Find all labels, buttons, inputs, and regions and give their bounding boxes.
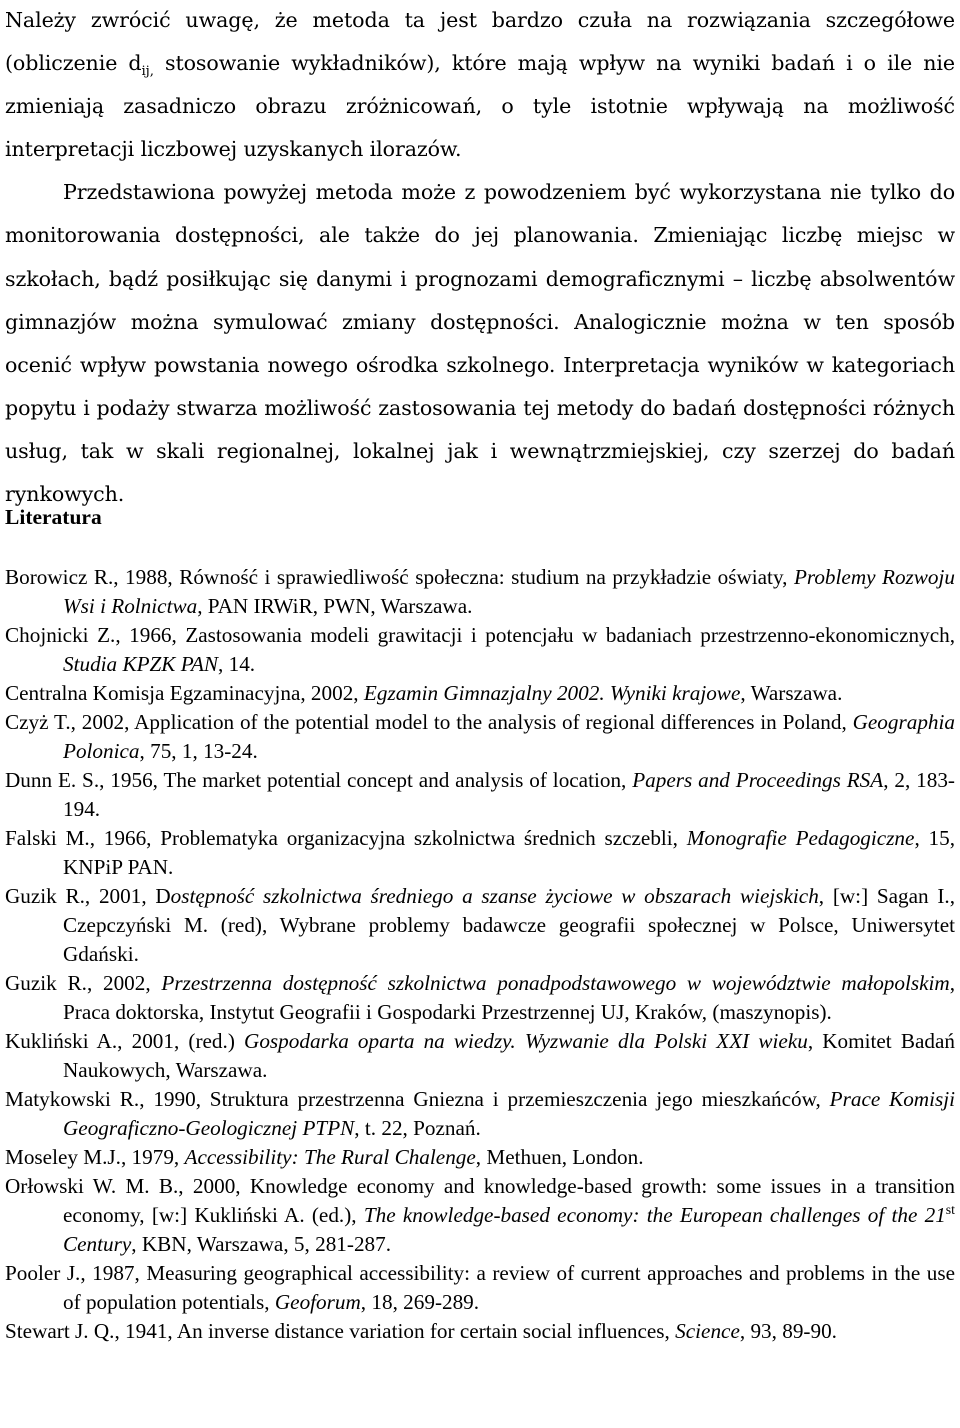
ref-source-title: Geographia Polonica: [63, 710, 955, 763]
ref-text: Kukliński A., 2001, (red.): [5, 1029, 245, 1053]
reference-pooler-1987: [5, 1259, 955, 1317]
paragraph-method-planning: Przedstawiona powyżej metoda może z powodzeniem być wykorzystana nie tylko do monitorowania dostępności, ale także do jej planowania. Zmieniając liczbę miejsc w szkołach, bądź posiłkując się danymi i prognozami demograficznymi – liczbę absolwentów gimnazjów można symulować zmiany dostępności. Analogicznie można w ten sposób ocenić wpływ powstania nowego ośrodka szkolnego. Interpretacja wyników w kategoriach popytu i podaży stwarza możliwość zastosowania tej metody do badań dostępności różnych usług, tak w skali regionalnej, lokalnej jak i wewnątrzmiejskiej, czy szerzej do badań rynkowych.: [5, 180, 955, 507]
ref-details: , Praca doktorska, Instytut Geografii i Gospodarki Przestrzennej UJ, Kraków, (maszynopis).: [63, 971, 955, 1024]
ref-details: , 2, 183-194.: [63, 768, 955, 821]
reference-list: [5, 563, 955, 1346]
paragraph-method-sensitivity: [5, 0, 955, 171]
reference-borowicz-1988: [5, 563, 955, 621]
ref-text: Matykowski R., 1990, Struktura przestrzenna Gniezna i przemieszczenia jego mieszkańców,: [5, 1087, 830, 1111]
reference-orlowski-2000: [5, 1172, 955, 1259]
ref-details: , [w:] Sagan I., Czepczyński M. (red), Wybrane problemy badawcze geografii społecznej w Polsce, Uniwersytet Gdański.: [63, 884, 956, 966]
reference-stewart-1941: [5, 1317, 955, 1346]
ref-details: , 75, 1, 13-24.: [139, 739, 258, 763]
ref-source-title: Przestrzenna dostępność szkolnictwa ponadpodstawowego w województwie małopolskim: [161, 971, 950, 995]
ref-source-title: Papers and Proceedings RSA: [632, 768, 884, 792]
reference-guzik-2002: [5, 969, 955, 1027]
reference-kuklinski-2001: [5, 1027, 955, 1085]
ref-source-title: Prace Komisji Geograficzno-Geologicznej PTPN: [63, 1087, 956, 1140]
ref-details: , Warszawa.: [740, 681, 843, 705]
ref-text: Falski M., 1966, Problematyka organizacyjna szkolnictwa średnich szczebli,: [5, 826, 687, 850]
ref-source-title: Science: [675, 1319, 740, 1343]
reference-moseley-1979: [5, 1143, 955, 1172]
reference-falski-1966: [5, 824, 955, 882]
ref-details: , 18, 269-289.: [360, 1290, 480, 1314]
ref-text: Centralna Komisja Egzaminacyjna, 2002,: [5, 681, 364, 705]
paragraph-1-text-a: Należy zwrócić uwagę, że metoda ta jest bardzo czuła na rozwiązania szczegółowe (obliczenie d: [5, 8, 955, 76]
ref-text: Pooler J., 1987, Measuring geographical accessibility: a review of current approaches and problems in the use of population potentials,: [5, 1261, 955, 1314]
ref-details: , 14.: [218, 652, 256, 676]
paragraph-1-text-b: stosowanie wykładników), które mają wpływ na wyniki badań i o ile nie zmieniają zasadniczo obrazu zróżnicowań, o tyle istotnie wpływają na możliwość interpretacji liczbowej uzyskanych ilorazów.: [5, 51, 955, 162]
section-heading-literatura: Literatura: [5, 505, 102, 529]
reference-cke-2002: [5, 679, 955, 708]
ref-source-title: Problemy Rozwoju Wsi i Rolnictwa: [63, 565, 955, 618]
ref-text: Dunn E. S., 1956, The market potential concept and analysis of location,: [5, 768, 633, 792]
ref-source-title: Studia KPZK PAN: [63, 652, 219, 676]
ref-text: Chojnicki Z., 1966, Zastosowania modeli grawitacji i potencjału w badaniach przestrzenno-ekonomicznych,: [5, 623, 955, 647]
ref-details: , 93, 89-90.: [739, 1319, 837, 1343]
ref-details: , 15, KNPiP PAN.: [63, 826, 955, 879]
ref-source-title: Geoforum: [274, 1290, 361, 1314]
ref-details: , Komitet Badań Naukowych, Warszawa.: [63, 1029, 955, 1082]
ref-source-title: Egzamin Gimnazjalny 2002. Wyniki krajowe: [363, 681, 741, 705]
superscript-st: st: [945, 1201, 955, 1217]
ref-text: Orłowski W. M. B., 2000, Knowledge economy and knowledge-based growth: some issues in a transition economy, [w:] Kukliński A. (ed.),: [5, 1174, 955, 1227]
ref-source-title: Gospodarka oparta na wiedzy. Wyzwanie dla Polski XXI wieku: [244, 1029, 808, 1053]
ref-text: Moseley M.J., 1979,: [5, 1145, 185, 1169]
ref-text: Guzik R., 2001, D: [5, 884, 171, 908]
reference-matykowski-1990: [5, 1085, 955, 1143]
ref-details: , t. 22, Poznań.: [354, 1116, 481, 1140]
ref-source-title-end: Century: [63, 1232, 132, 1256]
subscript-ij: ij,: [141, 64, 154, 80]
reference-guzik-2001: [5, 882, 955, 969]
ref-text: Czyż T., 2002, Application of the potential model to the analysis of regional differences in Poland,: [5, 710, 853, 734]
ref-details: , Methuen, London.: [475, 1145, 644, 1169]
reference-chojnicki-1966: [5, 621, 955, 679]
ref-text: Stewart J. Q., 1941, An inverse distance variation for certain social influences,: [5, 1319, 676, 1343]
ref-text: Borowicz R., 1988, Równość i sprawiedliwość społeczna: studium na przykładzie oświaty,: [5, 565, 794, 589]
ref-source-title: Accessibility: The Rural Chalenge: [184, 1145, 476, 1169]
ref-source-title: The knowledge-based economy: the European challenges of the 21: [363, 1203, 946, 1227]
reference-dunn-1956: [5, 766, 955, 824]
reference-czyz-2002: [5, 708, 955, 766]
ref-source-title: ostępność szkolnictwa średniego a szanse życiowe w obszarach wiejskich: [170, 884, 819, 908]
ref-details: , PAN IRWiR, PWN, Warszawa.: [197, 594, 473, 618]
ref-text: Guzik R., 2002,: [5, 971, 162, 995]
ref-source-title: Monografie Pedagogiczne: [686, 826, 915, 850]
document-page: [5, 0, 956, 1343]
ref-details: , KBN, Warszawa, 5, 281-287.: [131, 1232, 392, 1256]
